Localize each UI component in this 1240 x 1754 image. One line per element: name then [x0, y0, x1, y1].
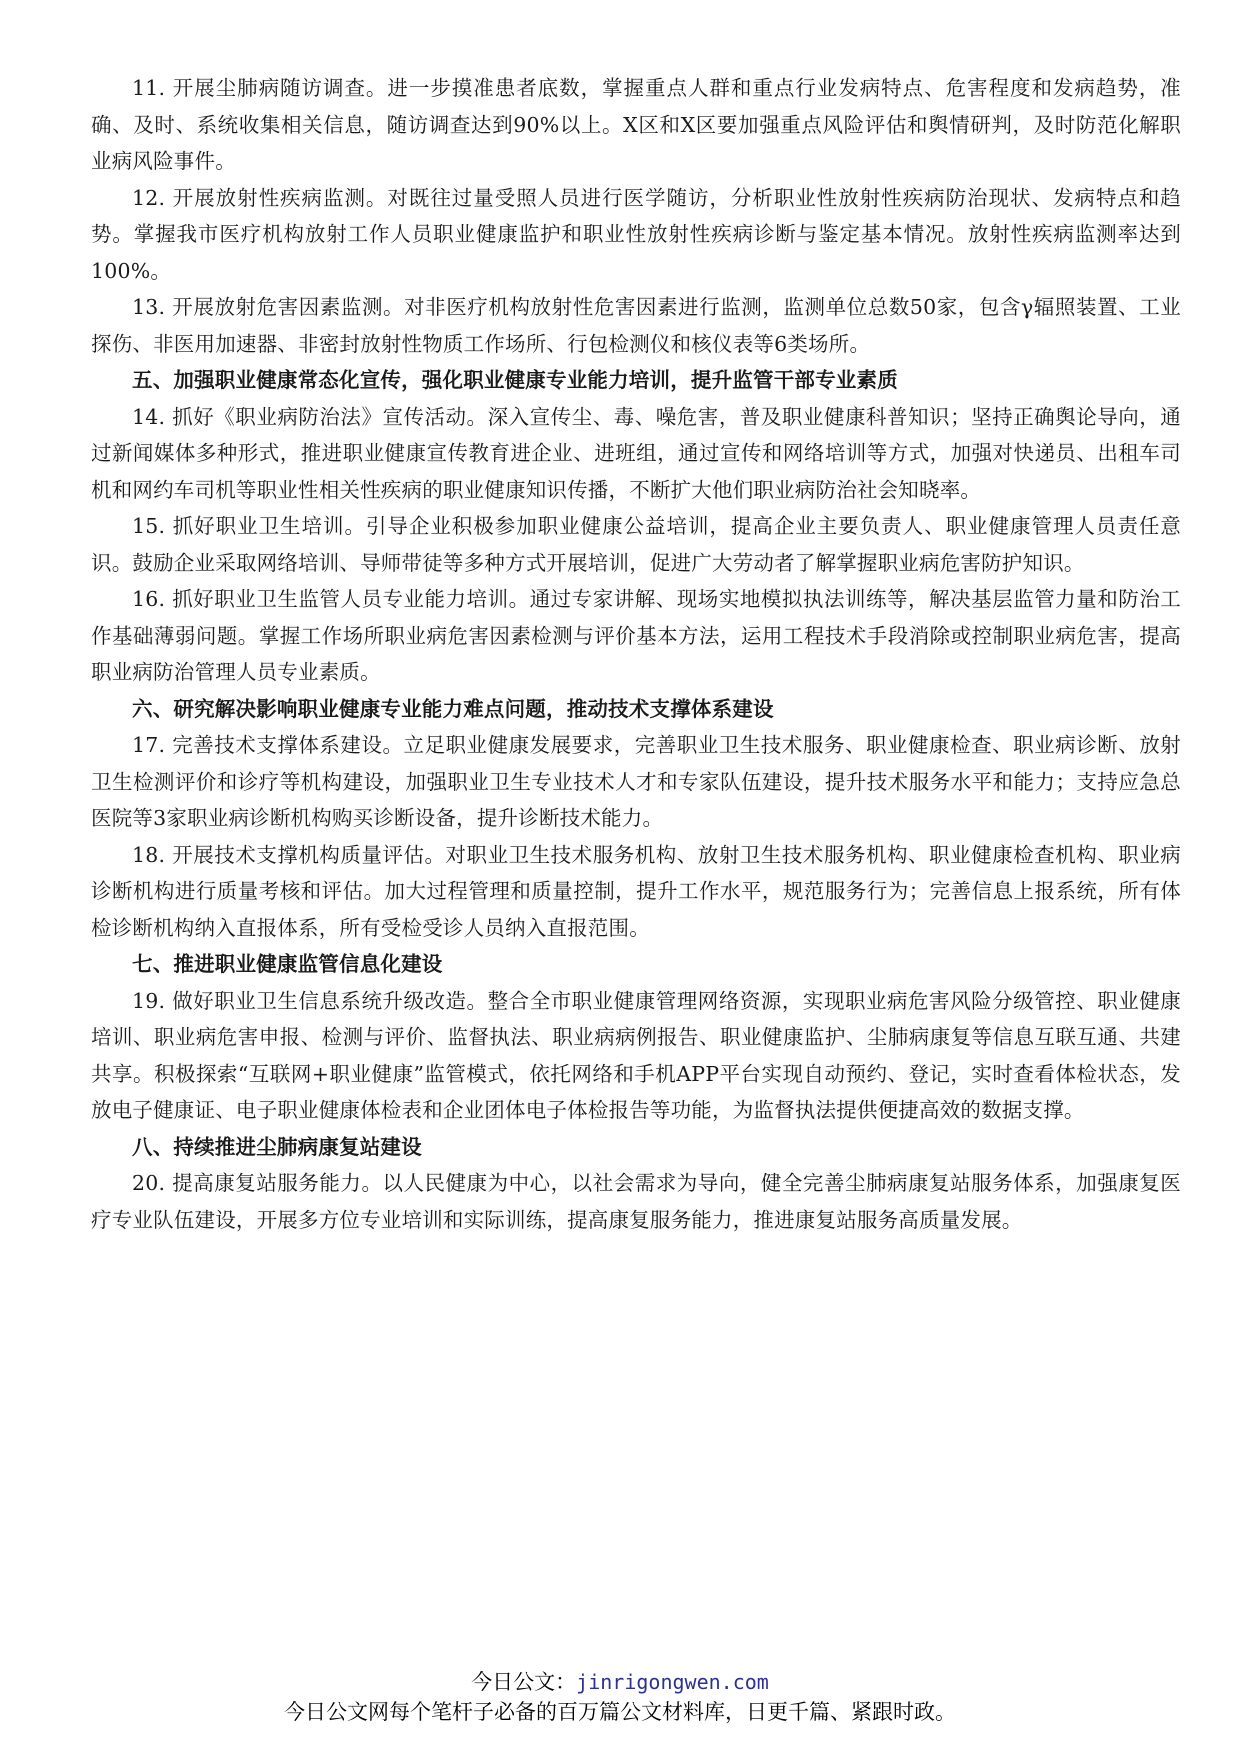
page-footer	[0, 1667, 1240, 1727]
paragraph-item-12: 12. 开展放射性疾病监测。对既往过量受照人员进行医学随访，分析职业性放射性疾病防治现状、发病特点和趋势。掌握我市医疗机构放射工作人员职业健康监护和职业性放射性疾病诊断与鉴定基本情况。放射性疾病监测率达到100%。	[91, 185, 1181, 283]
paragraph-item-18: 18. 开展技术支撑机构质量评估。对职业卫生技术服务机构、放射卫生技术服务机构、职业健康检查机构、职业病诊断机构进行质量考核和评估。加大过程管理和质量控制，提升工作水平，规范服务行为；完善信息上报系统，所有体检诊断机构纳入直报体系，所有受检受诊人员纳入直报范围。	[91, 842, 1181, 940]
paragraph-item-11: 11. 开展尘肺病随访调查。进一步摸准患者底数，掌握重点人群和重点行业发病特点、危害程度和发病趋势，准确、及时、系统收集相关信息，随访调查达到90%以上。X区和X区要加强重点风险评估和舆情研判，及时防范化解职业病风险事件。	[91, 76, 1181, 173]
paragraph-item-15: 15. 抓好职业卫生培训。引导企业积极参加职业健康公益培训，提高企业主要负责人、职业健康管理人员责任意识。鼓励企业采取网络培训、导师带徒等多种方式开展培训，促进广大劳动者了解掌握职业病危害防护知识。	[91, 514, 1181, 575]
paragraph-item-20: 20. 提高康复站服务能力。以人民健康为中心，以社会需求为导向，健全完善尘肺病康复站服务体系，加强康复医疗专业队伍建设，开展多方位专业培训和实际训练，提高康复服务能力，推进康复站服务高质量发展。	[91, 1171, 1181, 1232]
section-heading-5: 五、加强职业健康常态化宣传，强化职业健康专业能力培训，提升监管干部专业素质	[132, 368, 898, 392]
footer-site-label: 今日公文：	[471, 1670, 577, 1694]
paragraph-item-14: 14. 抓好《职业病防治法》宣传活动。深入宣传尘、毒、噪危害，普及职业健康科普知识；坚持正确舆论导向，通过新闻媒体多种形式，推进职业健康宣传教育进企业、进班组，通过宣传和网络培训等方式，加强对快递员、出租车司机和网约车司机等职业性相关性疾病的职业健康知识传播，不断扩大他们职业病防治社会知晓率。	[91, 404, 1181, 502]
footer-site-line	[0, 1667, 1240, 1697]
section-heading-7: 七、推进职业健康监管信息化建设	[132, 952, 443, 976]
document-body	[91, 70, 1181, 1238]
paragraph-item-13: 13. 开展放射危害因素监测。对非医疗机构放射性危害因素进行监测，监测单位总数50家，包含γ辐照装置、工业探伤、非医用加速器、非密封放射性物质工作场所、行包检测仪和核仪表等6类场所。	[91, 295, 1181, 356]
paragraph-item-19: 19. 做好职业卫生信息系统升级改造。整合全市职业健康管理网络资源，实现职业病危害风险分级管控、职业健康培训、职业病危害申报、检测与评价、监督执法、职业病病例报告、职业健康监护、尘肺病康复等信息互联互通、共建共享。积极探索“互联网+职业健康”监管模式，依托网络和手机APP平台实现自动预约、登记，实时查看体检状态，发放电子健康证、电子职业健康体检表和企业团体电子体检报告等功能，为监督执法提供便捷高效的数据支撑。	[91, 988, 1181, 1122]
footer-slogan: 今日公文网每个笔杆子必备的百万篇公文材料库，日更千篇、紧跟时政。	[284, 1700, 956, 1724]
paragraph-item-16: 16. 抓好职业卫生监管人员专业能力培训。通过专家讲解、现场实地模拟执法训练等，解决基层监管力量和防治工作基础薄弱问题。掌握工作场所职业病危害因素检测与评价基本方法，运用工程技术手段消除或控制职业病危害，提高职业病防治管理人员专业素质。	[91, 587, 1181, 684]
section-heading-8: 八、持续推进尘肺病康复站建设	[132, 1134, 422, 1159]
paragraph-item-17: 17. 完善技术支撑体系建设。立足职业健康发展要求，完善职业卫生技术服务、职业健康检查、职业病诊断、放射卫生检测评价和诊疗等机构建设，加强职业卫生专业技术人才和专家队伍建设，提升技术服务水平和能力；支持应急总医院等3家职业病诊断机构购买诊断设备，提升诊断技术能力。	[91, 733, 1181, 830]
section-heading-6: 六、研究解决影响职业健康专业能力难点问题，推动技术支撑体系建设	[132, 696, 774, 721]
footer-site-link[interactable]: jinrigongwen.com	[576, 1670, 769, 1694]
